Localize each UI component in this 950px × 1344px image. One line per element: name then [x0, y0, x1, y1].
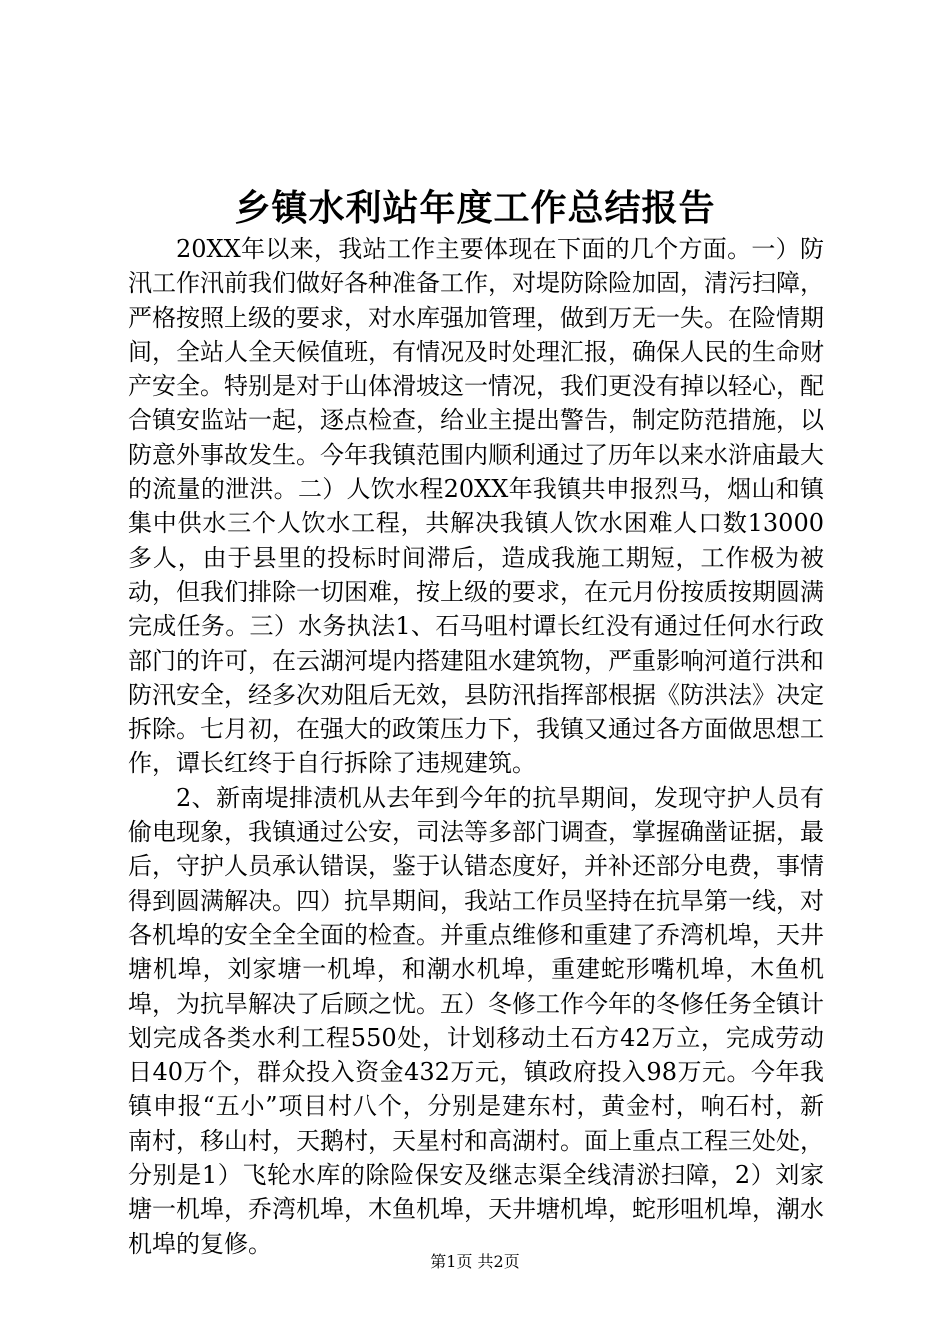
paragraph: 2、新南堤排渍机从去年到今年的抗旱期间，发现守护人员有偷电现象，我镇通过公安，司法等多部门调查，掌握确凿证据，最后，守护人员承认错误，鉴于认错态度好，并补还部分电费，事情得到圆满解决。四）抗旱期间，我站工作员坚持在抗旱第一线，对各机埠的安全全全面的检查。并重点维修和重建了乔湾机埠，天井塘机埠，刘家塘一机埠，和潮水机埠，重建蛇形嘴机埠，木鱼机埠，为抗旱解决了后顾之忧。五）冬修工作今年的冬修任务全镇计划完成各类水利工程550处，计划移动土石方42万立，完成劳动日40万个，群众投入资金432万元，镇政府投入98万元。今年我镇申报“五小”项目村八个，分别是建东村，黄金村，响石村，新南村，移山村，天鹅村，天星村和高湖村。面上重点工程三处处，分别是1）飞轮水库的除险保安及继志渠全线清淤扫障，2）刘家塘一机埠，乔湾机埠，木鱼机埠，天井塘机埠，蛇形咀机埠，潮水机埠的复修。	[128, 783, 824, 1258]
page-footer: 第1页 共2页	[430, 1252, 520, 1271]
paragraph: 20XX年以来，我站工作主要体现在下面的几个方面。一）防汛工作汛前我们做好各种准备工作，对堤防除险加固，清污扫障，严格按照上级的要求，对水库强加管理，做到万无一失。在险情期间，全站人全天候值班，有情况及时处理汇报，确保人民的生命财产安全。特别是对于山体滑坡这一情况，我们更没有掉以轻心，配合镇安监站一起，逐点检查，给业主提出警告，制定防范措施，以防意外事故发生。今年我镇范围内顺利通过了历年以来水浒庙最大的流量的泄洪。二）人饮水程20XX年我镇共申报烈马，烟山和镇集中供水三个人饮水工程，共解决我镇人饮水困难人口数13000多人，由于县里的投标时间滞后，造成我施工期短，工作极为被动，但我们排除一切困难，按上级的要求，在元月份按质按期圆满完成任务。三）水务执法1、石马咀村谭长红没有通过任何水行政部门的许可，在云湖河堤内搭建阻水建筑物，严重影响河道行洪和防汛安全，经多次劝阻后无效，县防汛指挥部根据《防洪法》决定拆除。七月初，在强大的政策压力下，我镇又通过各方面做思想工作，谭长红终于自行拆除了违规建筑。	[128, 235, 824, 778]
document-title: 乡镇水利站年度工作总结报告	[234, 187, 716, 229]
document-body	[128, 232, 824, 1261]
